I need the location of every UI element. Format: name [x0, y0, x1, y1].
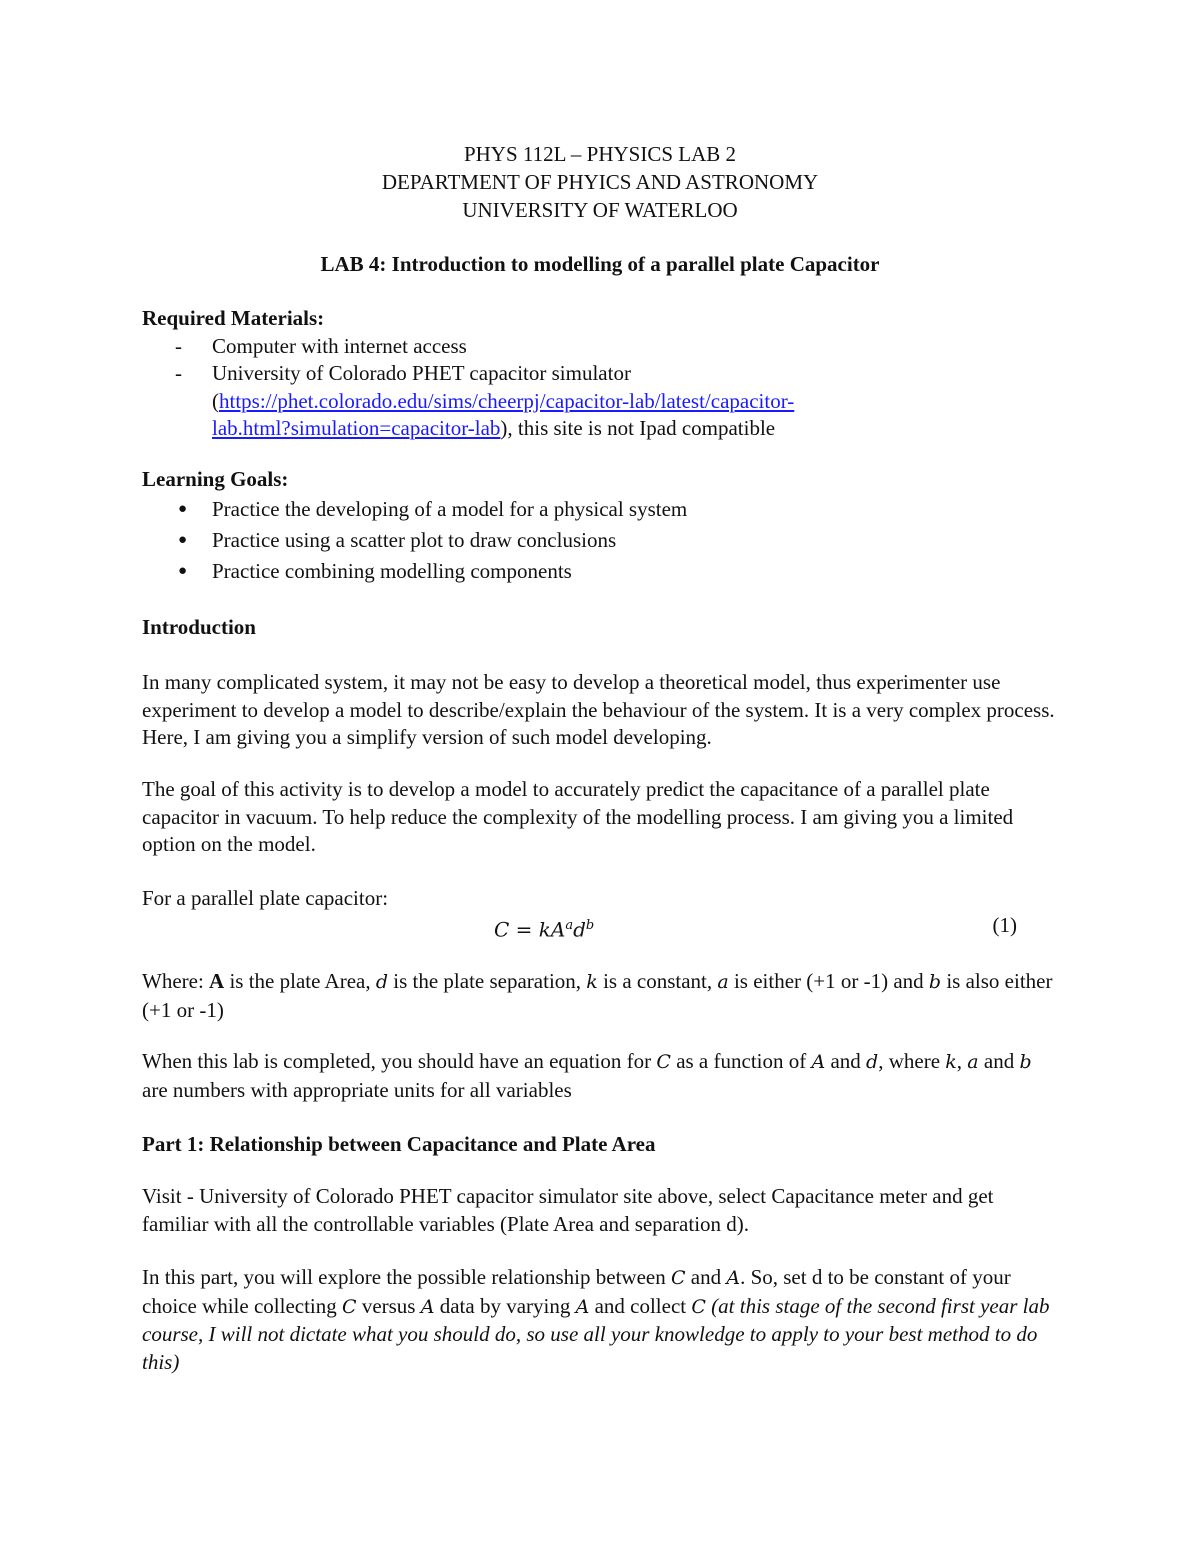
explore-text — [142, 1264, 1057, 1376]
intro-text-1: In many complicated system, it may not be easy to develop a theoretical model, thus experimenter use experiment to develop a model to describe/explain the behaviour of the system. It is a very complex process. Here, I am giving you a simplify version of such model developing. — [142, 670, 1055, 749]
goal-text: Practice the developing of a model for a physical system — [212, 496, 688, 521]
var-d: d — [866, 1051, 879, 1073]
part1-heading-block — [142, 1131, 1057, 1159]
var-a-bold: A — [209, 969, 225, 993]
var-k: k — [586, 971, 598, 993]
list-item — [142, 525, 1057, 556]
text-run: , — [956, 1049, 968, 1073]
where-paragraph — [142, 968, 1057, 1024]
dash-marker: - — [175, 333, 182, 358]
list-item — [142, 360, 1057, 443]
materials-heading: Required Materials: — [142, 306, 325, 330]
text-run: When this lab is completed, you should have an equation for — [142, 1049, 657, 1073]
goals-list — [142, 494, 1057, 587]
intro-text-2: The goal of this activity is to develop a model to accurately predict the capacitance of a parallel plate capacitor in vacuum. To help reduce the complexity of the modelling process. I am giving you a limited option on the model. — [142, 777, 1014, 856]
goals-section — [142, 466, 1057, 587]
var-c: C — [670, 1267, 686, 1289]
equation-block — [142, 912, 1057, 942]
list-item — [142, 333, 1057, 361]
text-run: , where — [878, 1049, 946, 1073]
text-run: is also either (+1 or -1) — [142, 969, 1053, 1022]
italic-note: (at this stage of the second first year lab course, I will not dictate what you should do, so use all your knowledge to apply to your best method to do this) — [142, 1293, 1050, 1374]
list-item — [142, 494, 1057, 525]
bullet-icon: ● — [178, 562, 188, 579]
materials-section — [142, 305, 1057, 443]
text-run: is the plate separation, — [388, 969, 587, 993]
paren-open: ( — [212, 388, 219, 413]
text-run: and — [685, 1265, 727, 1289]
var-a: A — [726, 1267, 741, 1289]
bullet-icon: ● — [178, 500, 188, 517]
text-run: and — [825, 1049, 867, 1073]
var-a: A — [811, 1051, 826, 1073]
where-text — [142, 968, 1057, 1024]
university-name: UNIVERSITY OF WATERLOO — [462, 198, 738, 222]
exponent-b: b — [585, 918, 595, 933]
text-run: as a function of — [670, 1049, 812, 1073]
intro-paragraph-2 — [142, 776, 1057, 859]
text-run: is the plate Area, — [224, 969, 376, 993]
list-item — [142, 556, 1057, 587]
part1-explore-paragraph — [142, 1264, 1057, 1376]
equation-lhs: C = kA — [494, 917, 566, 942]
capacitance-equation — [494, 912, 594, 944]
simulator-link-line2: lab.html?simulation=capacitor-lab — [212, 416, 501, 440]
dash-marker: - — [175, 361, 182, 385]
var-a: A — [420, 1295, 435, 1318]
goal-text: Practice using a scatter plot to draw conclusions — [212, 527, 617, 552]
var-d: d — [375, 971, 389, 993]
goals-heading: Learning Goals: — [142, 467, 289, 491]
text-run: are numbers with appropriate units for all variables — [142, 1077, 572, 1102]
course-title: PHYS 112L – PHYSICS LAB 2 — [463, 142, 737, 166]
part1-heading: Part 1: Relationship between Capacitance and Plate Area — [142, 1132, 656, 1156]
intro-paragraph-3 — [142, 885, 1057, 913]
lab-title: LAB 4: Introduction to modelling of a parallel plate Capacitor — [320, 252, 880, 276]
text-run: . So, set d to be constant of your choice while collecting — [142, 1265, 1011, 1318]
intro-text-3: For a parallel plate capacitor: — [142, 886, 389, 910]
text-run: and collect — [589, 1293, 692, 1318]
var-c: C — [342, 1295, 357, 1318]
equation-row — [142, 912, 1057, 942]
equation-number: (1) — [992, 913, 1017, 937]
department-name: DEPARTMENT OF PHYICS AND ASTRONOMY — [381, 170, 819, 194]
equation-d: d — [573, 917, 586, 942]
var-a-lower: a — [967, 1051, 979, 1073]
document-header — [0, 140, 1200, 224]
text-run: is either (+1 or -1) and — [728, 969, 929, 993]
var-c: C — [691, 1295, 706, 1318]
intro-heading: Introduction — [142, 615, 256, 639]
intro-heading-block — [142, 614, 1057, 642]
exponent-a: a — [565, 918, 574, 933]
materials-item-computer: Computer with internet access — [212, 333, 467, 358]
intro-paragraph-1 — [142, 669, 1057, 752]
var-a: a — [717, 971, 729, 993]
completed-paragraph — [142, 1048, 1057, 1104]
text-run: Where: — [142, 969, 210, 993]
var-a: A — [575, 1295, 590, 1318]
link-suffix: ), this site is not Ipad compatible — [500, 416, 776, 440]
goal-text: Practice combining modelling components — [212, 558, 572, 583]
text-run: In this part, you will explore the possible relationship between — [142, 1265, 671, 1289]
part1-visit-paragraph — [142, 1183, 1057, 1238]
text-run: is a constant, — [597, 969, 718, 993]
text-run: and — [978, 1049, 1020, 1073]
var-b: b — [928, 971, 942, 993]
var-b: b — [1019, 1051, 1032, 1073]
materials-item-simulator: University of Colorado PHET capacitor simulator — [212, 361, 631, 385]
visit-text: Visit - University of Colorado PHET capacitor simulator site above, select Capacitance meter and get familiar with all the controllable variables (Plate Area and separation d). — [142, 1184, 994, 1236]
completed-text — [142, 1048, 1057, 1104]
simulator-link-line1: https://phet.colorado.edu/sims/cheerpj/capacitor-lab/latest/capacitor- — [219, 388, 795, 413]
bullet-icon: ● — [178, 531, 188, 548]
text-run: data by varying — [434, 1293, 576, 1318]
text-run: versus — [356, 1293, 421, 1318]
var-k: k — [945, 1051, 957, 1073]
materials-list — [142, 333, 1057, 443]
var-c: C — [656, 1051, 671, 1073]
